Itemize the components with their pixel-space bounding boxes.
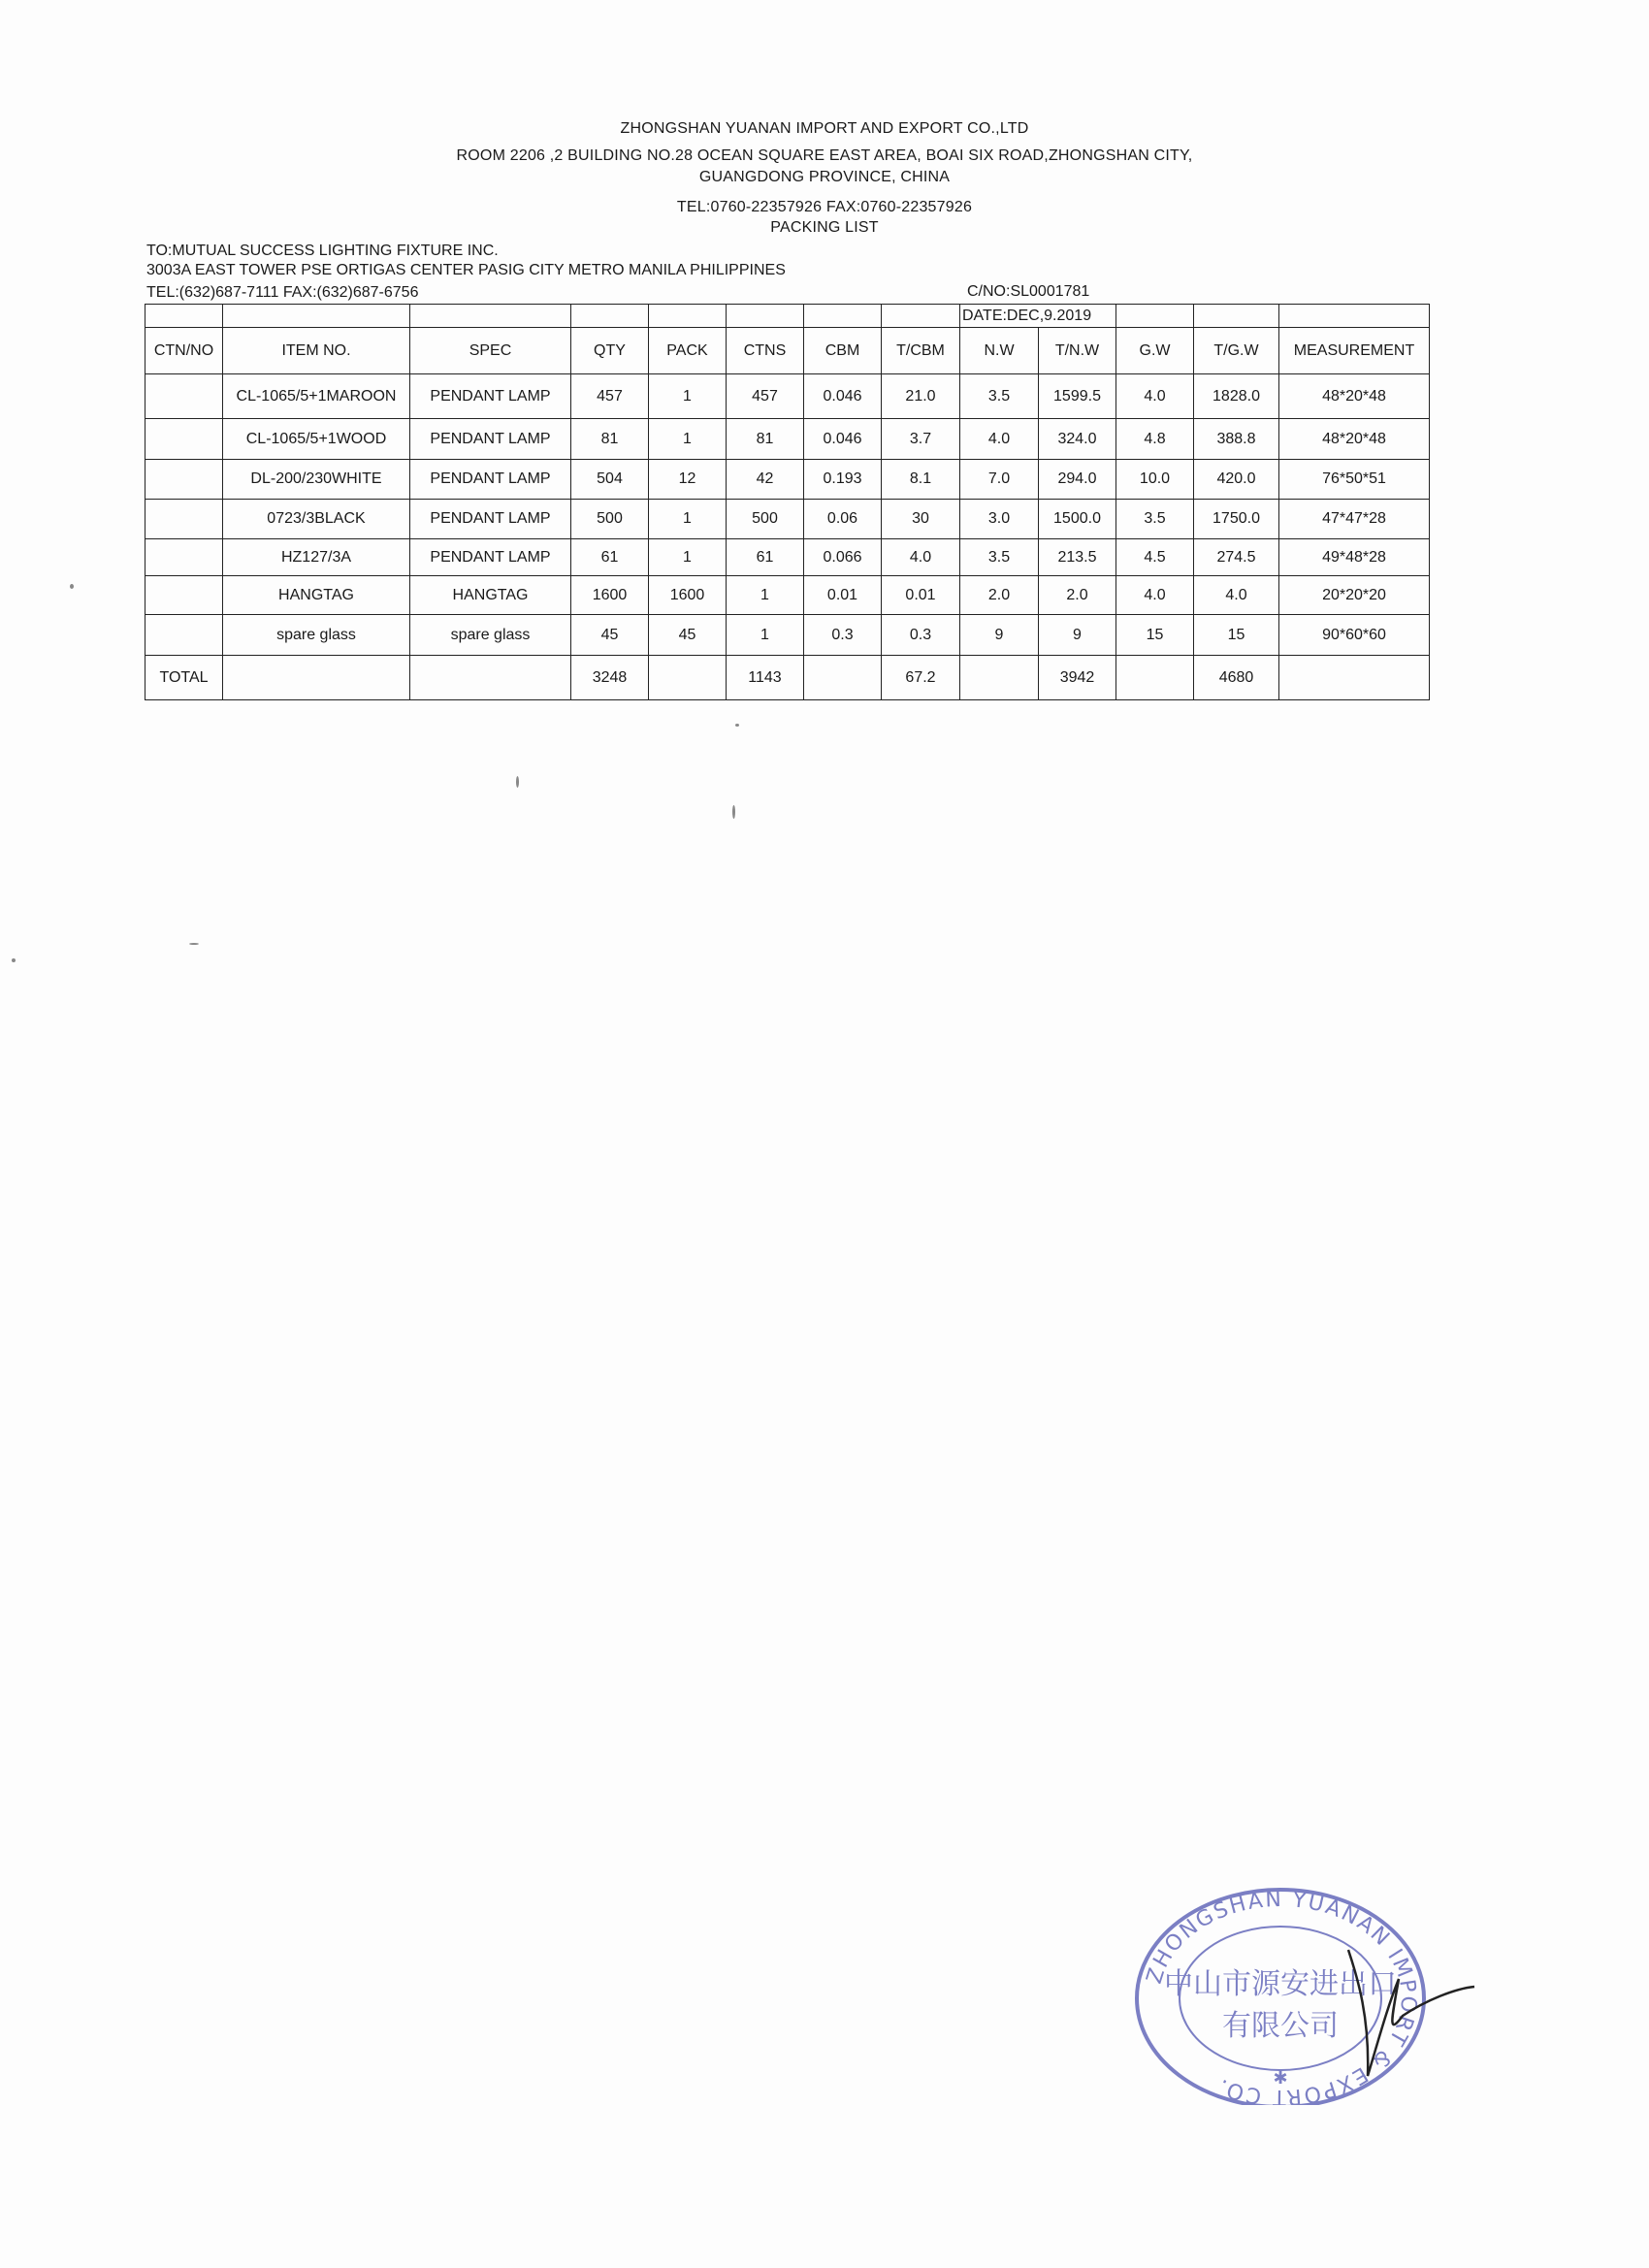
cell-t-g-w: 15 xyxy=(1194,615,1279,656)
col-header-cbm: CBM xyxy=(804,328,882,374)
cell-pack: 1 xyxy=(649,500,727,539)
table-row xyxy=(146,500,1430,539)
cell-item-no: CL-1065/5+1MAROON xyxy=(223,374,410,419)
blank-cell xyxy=(410,305,571,328)
cell-g-w: 4.8 xyxy=(1116,419,1194,460)
cell-measurement: 76*50*51 xyxy=(1279,460,1430,500)
scan-speck xyxy=(189,943,199,945)
col-header-t-cbm: T/CBM xyxy=(882,328,960,374)
col-header-t-g-w: T/G.W xyxy=(1194,328,1279,374)
cell-g-w: 4.0 xyxy=(1116,576,1194,615)
cell-g-w: 3.5 xyxy=(1116,500,1194,539)
cell-pack: 1 xyxy=(649,419,727,460)
cell-g-w: 10.0 xyxy=(1116,460,1194,500)
cell-t-g-w: 274.5 xyxy=(1194,539,1279,576)
total-t-g-w: 4680 xyxy=(1194,656,1279,700)
cell-measurement: 90*60*60 xyxy=(1279,615,1430,656)
recipient-address: 3003A EAST TOWER PSE ORTIGAS CENTER PASIG CITY METRO MANILA PHILIPPINES xyxy=(146,262,786,278)
col-header-g-w: G.W xyxy=(1116,328,1194,374)
recipient-name: TO:MUTUAL SUCCESS LIGHTING FIXTURE INC. xyxy=(146,243,499,259)
cell-g-w: 15 xyxy=(1116,615,1194,656)
cell-pack: 1 xyxy=(649,539,727,576)
cell-qty: 45 xyxy=(571,615,649,656)
cell-ctn-no xyxy=(146,576,223,615)
cell-ctns: 42 xyxy=(727,460,804,500)
col-header-pack: PACK xyxy=(649,328,727,374)
cell-t-g-w: 420.0 xyxy=(1194,460,1279,500)
cell-qty: 61 xyxy=(571,539,649,576)
blank-cell xyxy=(571,305,649,328)
cell-ctn-no xyxy=(146,460,223,500)
cell-qty: 81 xyxy=(571,419,649,460)
cell-ctn-no xyxy=(146,615,223,656)
cell-ctns: 457 xyxy=(727,374,804,419)
scan-speck xyxy=(516,776,519,788)
scan-speck xyxy=(735,724,739,727)
cell-qty: 1600 xyxy=(571,576,649,615)
cell-spec: PENDANT LAMP xyxy=(410,419,571,460)
col-header-measurement: MEASUREMENT xyxy=(1279,328,1430,374)
star-icon: ✱ xyxy=(1273,2068,1288,2089)
cell-item-no: CL-1065/5+1WOOD xyxy=(223,419,410,460)
cell-t-n-w: 213.5 xyxy=(1039,539,1116,576)
cell-t-cbm: 3.7 xyxy=(882,419,960,460)
cell-t-g-w: 388.8 xyxy=(1194,419,1279,460)
blank-cell xyxy=(146,305,223,328)
cell-qty: 457 xyxy=(571,374,649,419)
cell-measurement: 47*47*28 xyxy=(1279,500,1430,539)
table-row xyxy=(146,374,1430,419)
cell-ctns: 81 xyxy=(727,419,804,460)
cell-pack: 45 xyxy=(649,615,727,656)
cell-cbm: 0.06 xyxy=(804,500,882,539)
total-qty: 3248 xyxy=(571,656,649,700)
table-row xyxy=(146,615,1430,656)
cell-ctns: 61 xyxy=(727,539,804,576)
company-address-line2: GUANGDONG PROVINCE, CHINA xyxy=(698,169,951,185)
cell-n-w: 3.5 xyxy=(960,374,1039,419)
cell-g-w: 4.5 xyxy=(1116,539,1194,576)
cell-cbm: 0.3 xyxy=(804,615,882,656)
cell-ctns: 1 xyxy=(727,615,804,656)
seal-ring-text: ZHONGSHAN YUANAN IMPORT & EXPORT CO. xyxy=(1142,1887,1421,2105)
carton-number: C/NO:SL0001781 xyxy=(967,283,1090,300)
cell-t-cbm: 0.3 xyxy=(882,615,960,656)
cell-measurement: 49*48*28 xyxy=(1279,539,1430,576)
cell-n-w: 4.0 xyxy=(960,419,1039,460)
cell-cbm: 0.01 xyxy=(804,576,882,615)
cell-t-n-w: 1500.0 xyxy=(1039,500,1116,539)
header-row xyxy=(146,328,1430,374)
total-cell xyxy=(804,656,882,700)
table-row xyxy=(146,460,1430,500)
blank-cell xyxy=(727,305,804,328)
total-ctns: 1143 xyxy=(727,656,804,700)
cell-t-cbm: 30 xyxy=(882,500,960,539)
cell-ctns: 1 xyxy=(727,576,804,615)
date-cell: DATE:DEC,9.2019 xyxy=(960,305,1116,328)
scan-speck xyxy=(70,584,74,589)
cell-spec: PENDANT LAMP xyxy=(410,539,571,576)
cell-pack: 12 xyxy=(649,460,727,500)
packing-list-table xyxy=(145,304,1430,700)
col-header-qty: QTY xyxy=(571,328,649,374)
scan-speck xyxy=(12,958,16,962)
scan-speck xyxy=(732,805,735,819)
date-row xyxy=(146,305,1430,328)
company-tel-fax: TEL:0760-22357926 FAX:0760-22357926 xyxy=(676,199,973,215)
cell-ctn-no xyxy=(146,539,223,576)
cell-t-n-w: 294.0 xyxy=(1039,460,1116,500)
col-header-item-no: ITEM NO. xyxy=(223,328,410,374)
cell-t-cbm: 21.0 xyxy=(882,374,960,419)
cell-ctn-no xyxy=(146,374,223,419)
col-header-ctns: CTNS xyxy=(727,328,804,374)
cell-t-g-w: 1828.0 xyxy=(1194,374,1279,419)
recipient-tel-fax: TEL:(632)687-7111 FAX:(632)687-6756 xyxy=(146,284,419,301)
cell-spec: PENDANT LAMP xyxy=(410,460,571,500)
cell-t-n-w: 1599.5 xyxy=(1039,374,1116,419)
total-cell xyxy=(223,656,410,700)
cell-spec: spare glass xyxy=(410,615,571,656)
table-row xyxy=(146,576,1430,615)
total-cell xyxy=(410,656,571,700)
blank-cell xyxy=(1194,305,1279,328)
col-header-t-n-w: T/N.W xyxy=(1039,328,1116,374)
total-t-cbm: 67.2 xyxy=(882,656,960,700)
cell-t-cbm: 4.0 xyxy=(882,539,960,576)
cell-ctn-no xyxy=(146,419,223,460)
table-row xyxy=(146,539,1430,576)
col-header-ctn-no: CTN/NO xyxy=(146,328,223,374)
cell-t-n-w: 9 xyxy=(1039,615,1116,656)
blank-cell xyxy=(1279,305,1430,328)
cell-spec: HANGTAG xyxy=(410,576,571,615)
cell-measurement: 20*20*20 xyxy=(1279,576,1430,615)
cell-item-no: HZ127/3A xyxy=(223,539,410,576)
cell-t-cbm: 0.01 xyxy=(882,576,960,615)
cell-t-n-w: 2.0 xyxy=(1039,576,1116,615)
blank-cell xyxy=(882,305,960,328)
blank-cell xyxy=(223,305,410,328)
cell-n-w: 2.0 xyxy=(960,576,1039,615)
blank-cell xyxy=(804,305,882,328)
cell-cbm: 0.066 xyxy=(804,539,882,576)
cell-pack: 1 xyxy=(649,374,727,419)
seal-center-line2: 有限公司 xyxy=(1222,2009,1339,2043)
cell-spec: PENDANT LAMP xyxy=(410,500,571,539)
blank-cell xyxy=(649,305,727,328)
company-name: ZHONGSHAN YUANAN IMPORT AND EXPORT CO.,LTD xyxy=(620,120,1029,137)
cell-t-g-w: 4.0 xyxy=(1194,576,1279,615)
cell-t-n-w: 324.0 xyxy=(1039,419,1116,460)
seal-center-line1: 中山市源安进出口 xyxy=(1164,1967,1397,2001)
cell-measurement: 48*20*48 xyxy=(1279,374,1430,419)
cell-ctn-no xyxy=(146,500,223,539)
cell-item-no: 0723/3BLACK xyxy=(223,500,410,539)
cell-g-w: 4.0 xyxy=(1116,374,1194,419)
cell-qty: 500 xyxy=(571,500,649,539)
cell-cbm: 0.046 xyxy=(804,419,882,460)
cell-cbm: 0.193 xyxy=(804,460,882,500)
col-header-n-w: N.W xyxy=(960,328,1039,374)
total-cell xyxy=(1279,656,1430,700)
cell-item-no: spare glass xyxy=(223,615,410,656)
table-row xyxy=(146,419,1430,460)
col-header-spec: SPEC xyxy=(410,328,571,374)
cell-measurement: 48*20*48 xyxy=(1279,419,1430,460)
cell-qty: 504 xyxy=(571,460,649,500)
cell-spec: PENDANT LAMP xyxy=(410,374,571,419)
cell-n-w: 7.0 xyxy=(960,460,1039,500)
total-t-n-w: 3942 xyxy=(1039,656,1116,700)
cell-ctns: 500 xyxy=(727,500,804,539)
cell-n-w: 3.0 xyxy=(960,500,1039,539)
company-seal-stamp xyxy=(1096,1872,1484,2105)
company-address-line1: ROOM 2206 ,2 BUILDING NO.28 OCEAN SQUARE EAST AREA, BOAI SIX ROAD,ZHONGSHAN CITY, xyxy=(456,147,1193,164)
cell-cbm: 0.046 xyxy=(804,374,882,419)
total-cell xyxy=(649,656,727,700)
cell-pack: 1600 xyxy=(649,576,727,615)
total-cell xyxy=(1116,656,1194,700)
cell-item-no: DL-200/230WHITE xyxy=(223,460,410,500)
total-row xyxy=(146,656,1430,700)
total-cell xyxy=(960,656,1039,700)
cell-n-w: 3.5 xyxy=(960,539,1039,576)
document-title: PACKING LIST xyxy=(770,219,879,236)
cell-t-g-w: 1750.0 xyxy=(1194,500,1279,539)
cell-n-w: 9 xyxy=(960,615,1039,656)
blank-cell xyxy=(1116,305,1194,328)
total-label: TOTAL xyxy=(146,656,223,700)
cell-t-cbm: 8.1 xyxy=(882,460,960,500)
cell-item-no: HANGTAG xyxy=(223,576,410,615)
